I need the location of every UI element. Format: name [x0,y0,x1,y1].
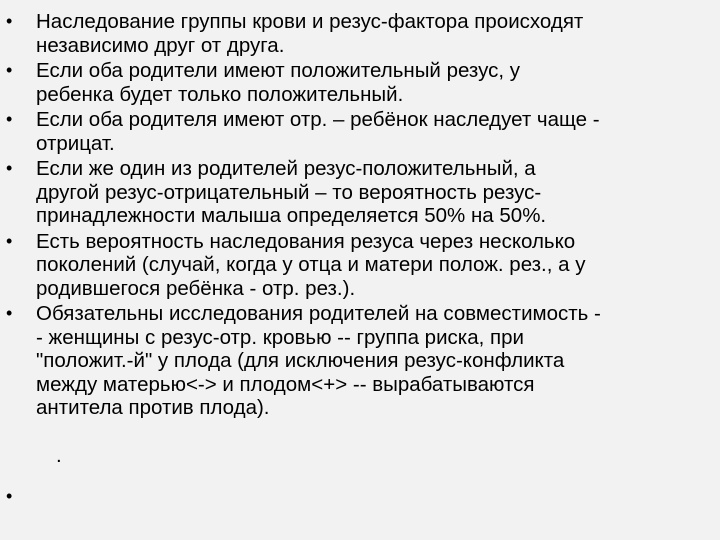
bullet-dot: • [6,109,13,129]
bullet-item [0,157,700,228]
empty-bullet-dot: • [6,486,13,506]
bullet-text-line: между матерью<-> и плодом<+> -- вырабатываются [36,372,535,396]
bullet-item [0,59,700,106]
bullet-text-line: независимо друг от друга. [36,33,285,57]
bullet-text-line: принадлежности малыша определяется 50% на 50%. [36,204,547,227]
bullet-dot: • [6,11,13,31]
trailing-period: . [56,443,62,467]
bullet-text-line: Если же один из родителей резус-положительный, а [36,157,536,180]
bullet-text-line: поколений (случай, когда у отца и матери полож. рез., а у [36,253,586,276]
bullet-text-line: Обязательны исследования родителей на совместимость - [36,302,601,325]
bullet-dot: • [6,230,13,251]
bullet-text-line: - женщины с резус-отр. кровью -- группа риска, при [36,325,524,349]
bullet-text-line: антитела против плода). [36,396,270,419]
bullet-text-line: Есть вероятность наследования резуса через несколько [36,229,576,253]
bullet-text-line: ребенка будет только положительный. [36,82,404,106]
bullet-text-line: Если оба родители имеют положительный резус, у [36,59,521,82]
bullet-item [0,302,700,420]
bullet-text-line: родившегося ребёнка - отр. рез.). [36,276,356,300]
bullet-dot: • [6,60,13,80]
bullet-list [0,10,700,420]
bullet-text-line: отрицат. [36,131,115,155]
bullet-text-line: "положит.-й" у плода (для исключения резус-конфликта [36,349,565,372]
bullet-item [0,108,700,155]
bullet-item [0,230,700,301]
bullet-dot: • [6,158,13,178]
bullet-text-line: Наследование группы крови и резус-фактора происходят [36,10,584,33]
bullet-text-line: Если оба родителя имеют отр. – ребёнок наследует чаще - [36,108,600,131]
bullet-dot: • [6,303,13,323]
bullet-text-line: другой резус-отрицательный – то вероятность резус- [36,180,542,204]
bullet-item [0,10,700,57]
